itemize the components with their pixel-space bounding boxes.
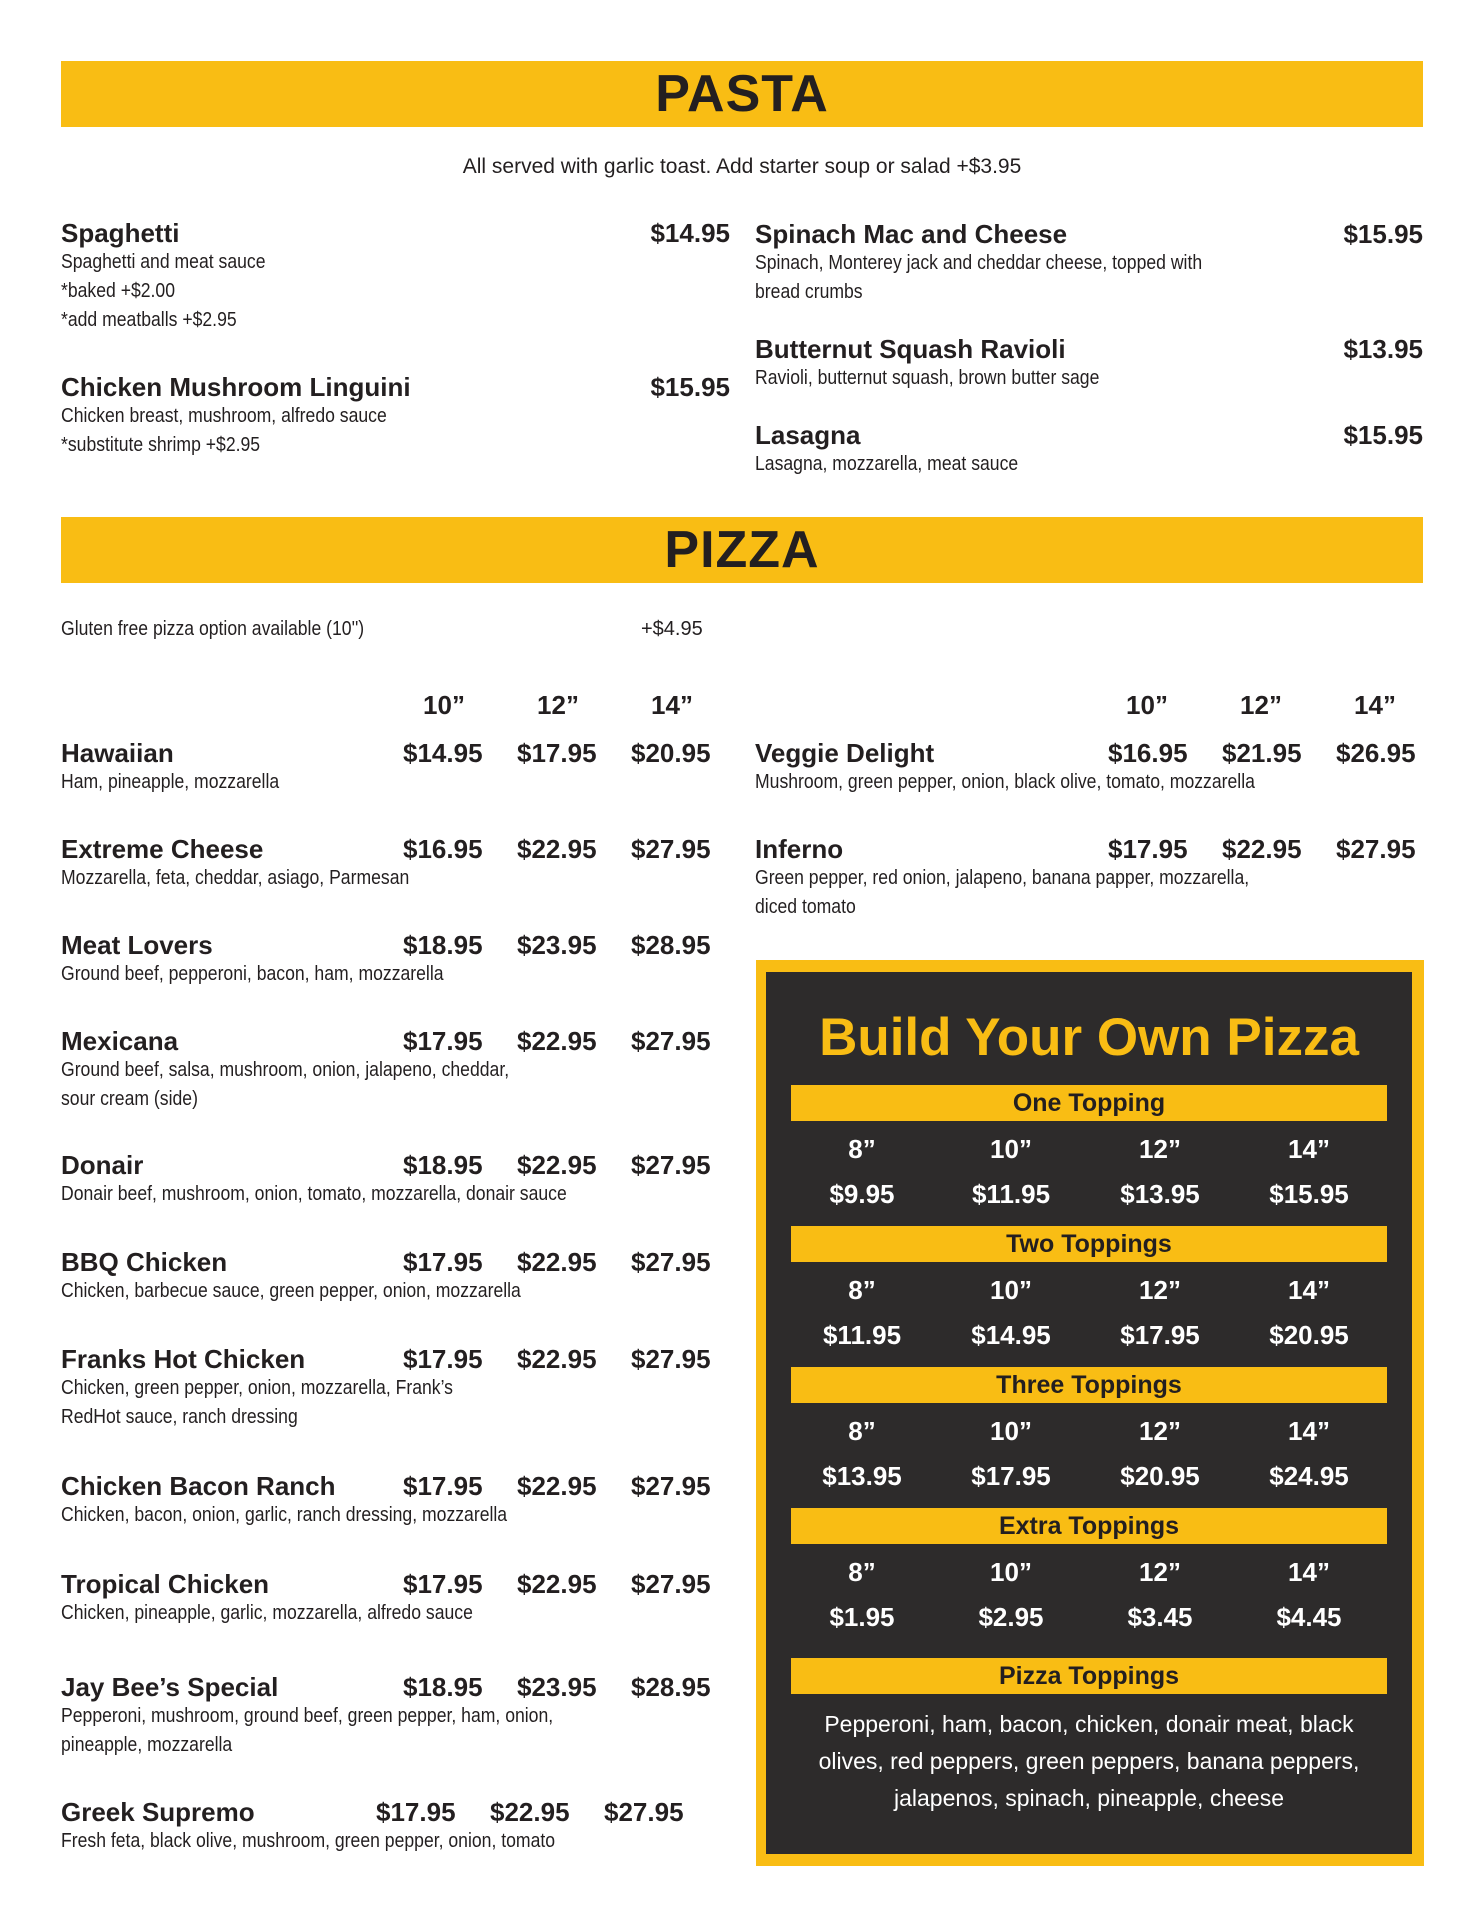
- pizza-banner: [61, 517, 1423, 583]
- byo-size: 14”: [1288, 1557, 1330, 1587]
- gluten-note: Gluten free pizza option available (10''): [61, 618, 365, 640]
- item-desc: Chicken, green pepper, onion, mozzarella, Frank’s: [61, 1377, 453, 1399]
- price-12: $22.95: [517, 1344, 597, 1374]
- price-10: $18.95: [403, 1150, 483, 1180]
- byo-size: 10”: [990, 1557, 1032, 1587]
- price-12: $22.95: [517, 1247, 597, 1277]
- price-12: $22.95: [517, 1569, 597, 1599]
- byo-price: $17.95: [1120, 1320, 1200, 1350]
- item-desc: bread crumbs: [755, 281, 863, 303]
- byo-price: $2.95: [978, 1602, 1044, 1632]
- price-14: $26.95: [1336, 738, 1416, 768]
- item-desc: Ravioli, butternut squash, brown butter sage: [755, 367, 1100, 389]
- price-10: $17.95: [403, 1026, 483, 1056]
- gluten-price: +$4.95: [641, 618, 703, 640]
- item-name: Donair: [61, 1150, 144, 1180]
- price-14: $27.95: [631, 1026, 711, 1056]
- item-desc: Chicken breast, mushroom, alfredo sauce: [61, 405, 387, 427]
- item-desc: Ground beef, pepperoni, bacon, ham, mozzarella: [61, 963, 444, 985]
- price-12: $22.95: [517, 1150, 597, 1180]
- price-12: $22.95: [517, 1026, 597, 1056]
- price-14: $28.95: [631, 1672, 711, 1702]
- item-desc: pineapple, mozzarella: [61, 1734, 233, 1756]
- price-14: $20.95: [631, 738, 711, 768]
- size-header: 12”: [1240, 690, 1282, 720]
- size-header: 10”: [423, 690, 465, 720]
- price-14: $27.95: [631, 1247, 711, 1277]
- pasta-item: [61, 372, 431, 460]
- byo-size: 8”: [848, 1416, 876, 1446]
- item-name: Spaghetti: [61, 218, 180, 248]
- byo-section-label: One Topping: [791, 1085, 1387, 1121]
- price-12: $22.95: [517, 1471, 597, 1501]
- byo-toppings-list: [786, 1706, 1392, 1817]
- item-desc: Green pepper, red onion, jalapeno, banana papper, mozzarella,: [755, 867, 1250, 889]
- item-name: Lasagna: [755, 420, 861, 450]
- price-10: $17.95: [403, 1471, 483, 1501]
- byo-size: 12”: [1139, 1275, 1181, 1305]
- pizza-title: PIZZA: [664, 521, 820, 579]
- item-desc: Spinach, Monterey jack and cheddar cheese, topped with: [755, 252, 1203, 274]
- item-price: $15.95: [1343, 420, 1423, 450]
- item-name: Hawaiian: [61, 738, 174, 768]
- pasta-note: All served with garlic toast. Add starter soup or salad +$3.95: [462, 155, 1022, 178]
- item-name: Extreme Cheese: [61, 834, 264, 864]
- price-10: $17.95: [403, 1247, 483, 1277]
- item-price: $15.95: [650, 372, 730, 402]
- price-12: $22.95: [517, 834, 597, 864]
- price-10: $17.95: [376, 1797, 456, 1827]
- price-14: $27.95: [631, 1569, 711, 1599]
- item-name: Jay Bee’s Special: [61, 1672, 279, 1702]
- pizza-item: [61, 834, 457, 893]
- byo-price: $20.95: [1269, 1320, 1349, 1350]
- price-12: $22.95: [1222, 834, 1302, 864]
- item-desc: Spaghetti and meat sauce: [61, 251, 266, 273]
- byo-price: $3.45: [1127, 1602, 1193, 1632]
- price-10: $17.95: [403, 1569, 483, 1599]
- item-name: Greek Supremo: [61, 1797, 255, 1827]
- toppings-line: Pepperoni, ham, bacon, chicken, donair meat, black: [824, 1711, 1354, 1737]
- item-name: BBQ Chicken: [61, 1247, 228, 1277]
- byo-price: $11.95: [822, 1320, 902, 1350]
- pasta-item: [755, 334, 1146, 393]
- price-14: $27.95: [1336, 834, 1416, 864]
- byo-size: 10”: [990, 1416, 1032, 1446]
- byo-size: 10”: [990, 1275, 1032, 1305]
- item-name: Mexicana: [61, 1026, 179, 1056]
- price-10: $16.95: [1108, 738, 1188, 768]
- pasta-item: [61, 218, 293, 335]
- byo-section-label: Two Toppings: [791, 1226, 1387, 1262]
- price-14: $27.95: [631, 1471, 711, 1501]
- byo-price: $15.95: [1269, 1179, 1349, 1209]
- item-desc: Donair beef, mushroom, onion, tomato, mozzarella, donair sauce: [61, 1183, 567, 1205]
- byo-size: 12”: [1139, 1557, 1181, 1587]
- size-header: 10”: [1126, 690, 1168, 720]
- byo-toppings-label: Pizza Toppings: [791, 1658, 1387, 1694]
- price-14: $27.95: [604, 1797, 684, 1827]
- byo-section-label: Three Toppings: [791, 1367, 1387, 1403]
- item-desc: *baked +$2.00: [61, 280, 176, 302]
- item-desc: Pepperoni, mushroom, ground beef, green pepper, ham, onion,: [61, 1705, 554, 1727]
- price-14: $27.95: [631, 1344, 711, 1374]
- byo-price: $24.95: [1269, 1461, 1349, 1491]
- byo-size: 10”: [990, 1134, 1032, 1164]
- price-14: $27.95: [631, 834, 711, 864]
- item-name: Veggie Delight: [755, 738, 935, 768]
- item-price: $15.95: [1343, 219, 1423, 249]
- pizza-item: [61, 1471, 568, 1530]
- pizza-item: [61, 738, 309, 797]
- item-name: Meat Lovers: [61, 930, 213, 960]
- byo-price: $1.95: [829, 1602, 895, 1632]
- item-name: Chicken Mushroom Linguini: [61, 372, 411, 402]
- byo-title: Build Your Own Pizza: [819, 1008, 1359, 1067]
- item-price: $13.95: [1343, 334, 1423, 364]
- item-desc: Chicken, barbecue sauce, green pepper, onion, mozzarella: [61, 1280, 521, 1302]
- price-12: $22.95: [490, 1797, 570, 1827]
- price-12: $23.95: [517, 1672, 597, 1702]
- byo-size: 12”: [1139, 1134, 1181, 1164]
- byo-size: 8”: [848, 1275, 876, 1305]
- item-name: Butternut Squash Ravioli: [755, 334, 1066, 364]
- item-price: $14.95: [650, 218, 730, 248]
- price-10: $18.95: [403, 930, 483, 960]
- price-12: $21.95: [1222, 738, 1302, 768]
- byo-size: 14”: [1288, 1134, 1330, 1164]
- size-header: 14”: [1354, 690, 1396, 720]
- byo-price: $13.95: [1120, 1179, 1200, 1209]
- item-desc: diced tomato: [755, 896, 856, 918]
- item-desc: Chicken, bacon, onion, garlic, ranch dressing, mozzarella: [61, 1504, 508, 1526]
- byo-size: 14”: [1288, 1275, 1330, 1305]
- price-10: $17.95: [403, 1344, 483, 1374]
- item-desc: Chicken, pineapple, garlic, mozzarella, alfredo sauce: [61, 1602, 473, 1624]
- item-desc: Fresh feta, black olive, mushroom, green pepper, onion, tomato: [61, 1830, 556, 1852]
- byo-price: $9.95: [829, 1179, 895, 1209]
- price-12: $23.95: [517, 930, 597, 960]
- pasta-banner: [61, 61, 1423, 127]
- item-desc: Mushroom, green pepper, onion, black olive, tomato, mozzarella: [755, 771, 1255, 793]
- byo-section-label: Extra Toppings: [791, 1508, 1387, 1544]
- item-desc: sour cream (side): [61, 1088, 198, 1110]
- pasta-title: PASTA: [655, 65, 829, 123]
- byo-price: $13.95: [822, 1461, 902, 1491]
- byo-price: $20.95: [1120, 1461, 1200, 1491]
- byo-size: 8”: [848, 1134, 876, 1164]
- size-header: 12”: [537, 690, 579, 720]
- pizza-item: [61, 1026, 570, 1114]
- byo-price: $4.45: [1276, 1602, 1342, 1632]
- item-desc: RedHot sauce, ranch dressing: [61, 1406, 298, 1428]
- item-name: Franks Hot Chicken: [61, 1344, 306, 1374]
- price-10: $14.95: [403, 738, 483, 768]
- pasta-item: [755, 420, 1054, 479]
- item-desc: *add meatballs +$2.95: [61, 309, 237, 331]
- price-10: $17.95: [1108, 834, 1188, 864]
- byo-size: 14”: [1288, 1416, 1330, 1446]
- item-name: Spinach Mac and Cheese: [755, 219, 1068, 249]
- price-14: $28.95: [631, 930, 711, 960]
- toppings-line: jalapenos, spinach, pineapple, cheese: [893, 1785, 1284, 1811]
- pasta-item: [755, 219, 1263, 307]
- byo-size: 8”: [848, 1557, 876, 1587]
- item-desc: Lasagna, mozzarella, meat sauce: [755, 453, 1019, 475]
- byo-price: $14.95: [971, 1320, 1051, 1350]
- price-10: $18.95: [403, 1672, 483, 1702]
- pizza-item: [61, 1247, 584, 1306]
- item-desc: *substitute shrimp +$2.95: [61, 434, 261, 456]
- item-desc: Mozzarella, feta, cheddar, asiago, Parmesan: [61, 867, 410, 889]
- price-14: $27.95: [631, 1150, 711, 1180]
- byo-price: $17.95: [971, 1461, 1051, 1491]
- size-header: 14”: [651, 690, 693, 720]
- item-name: Chicken Bacon Ranch: [61, 1471, 336, 1501]
- price-10: $16.95: [403, 834, 483, 864]
- price-12: $17.95: [517, 738, 597, 768]
- item-desc: Ground beef, salsa, mushroom, onion, jalapeno, cheddar,: [61, 1059, 510, 1081]
- item-name: Tropical Chicken: [61, 1569, 270, 1599]
- toppings-line: olives, red peppers, green peppers, banana peppers,: [818, 1748, 1360, 1774]
- item-desc: Ham, pineapple, mozzarella: [61, 771, 280, 793]
- byo-price: $11.95: [971, 1179, 1051, 1209]
- item-name: Inferno: [755, 834, 844, 864]
- byo-size: 12”: [1139, 1416, 1181, 1446]
